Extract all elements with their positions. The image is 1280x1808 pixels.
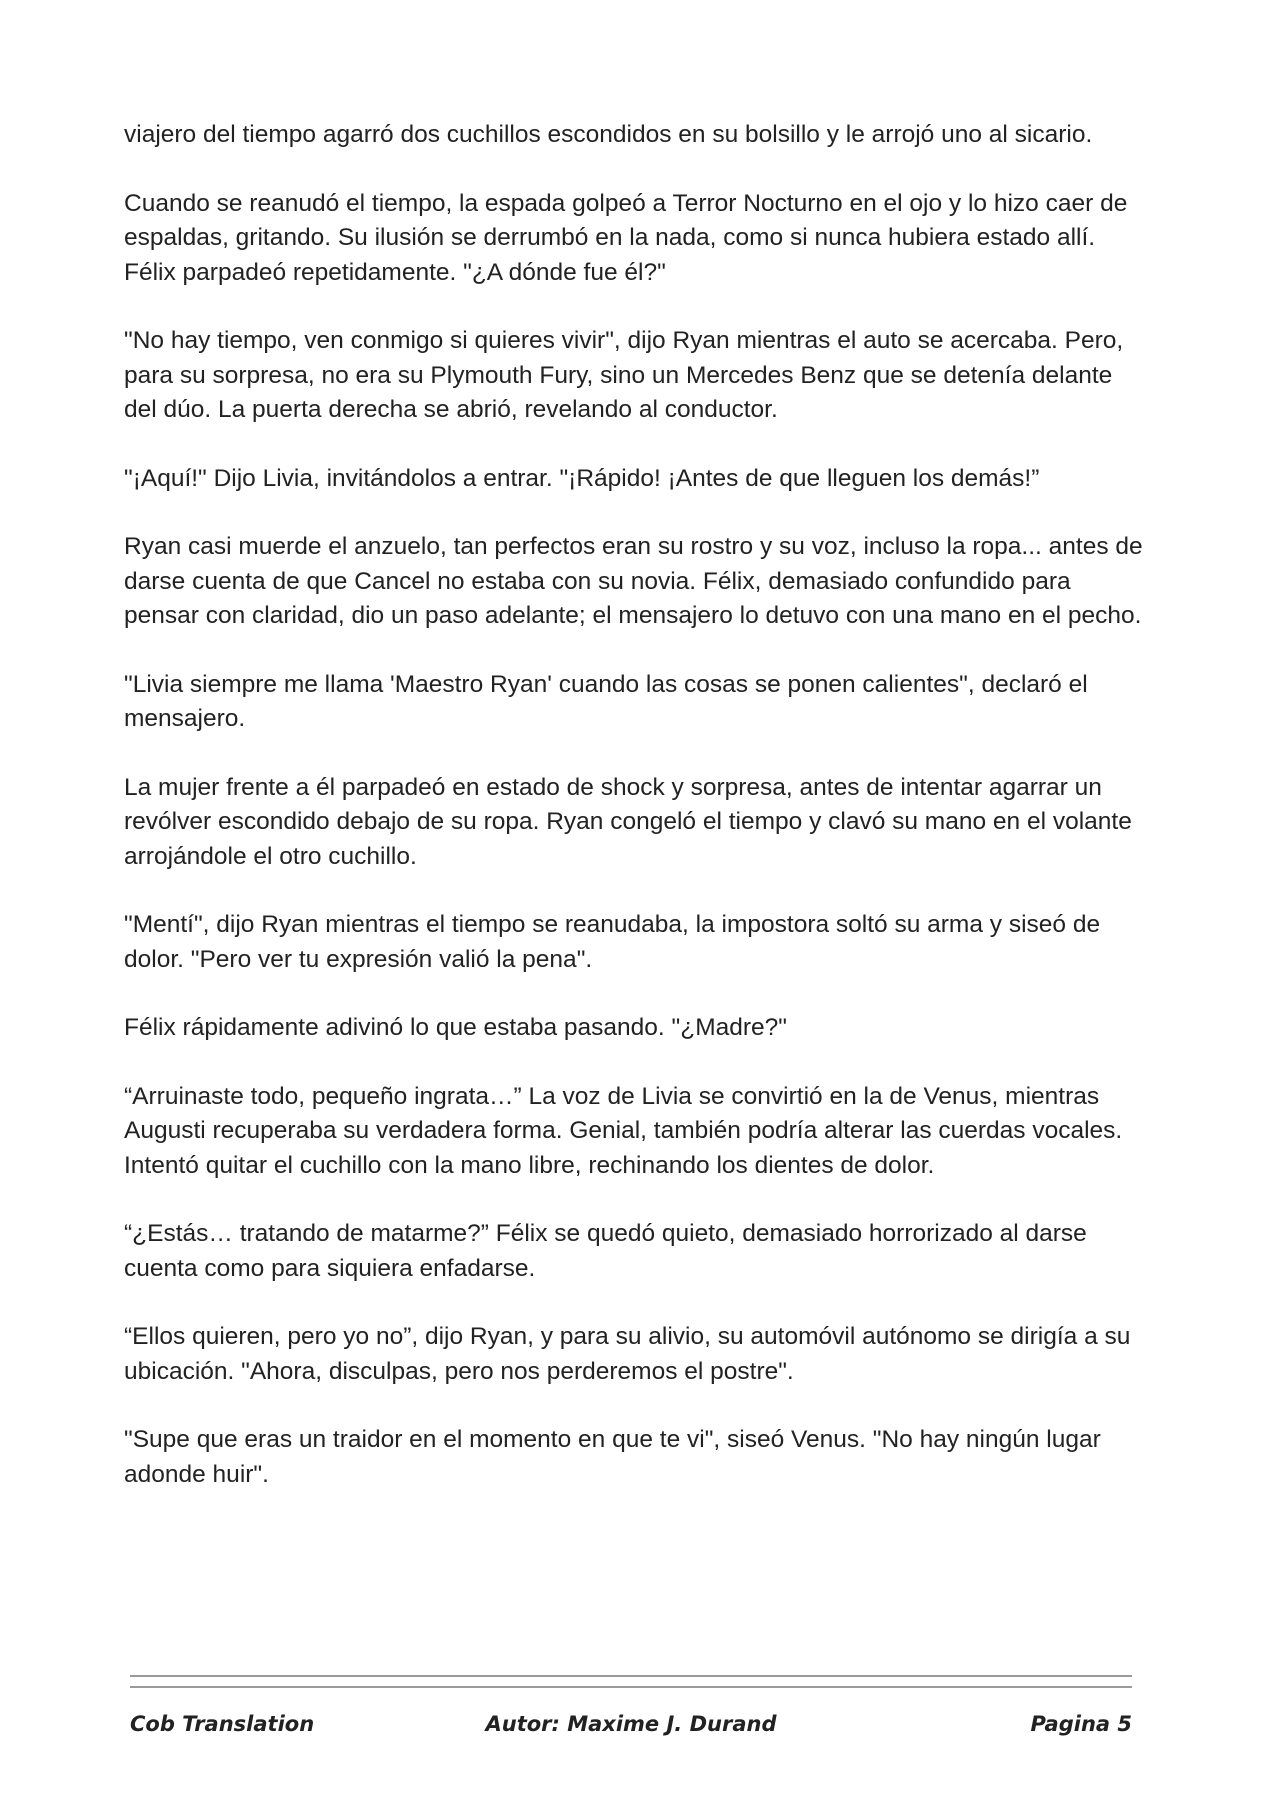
paragraph: Félix rápidamente adivinó lo que estaba pasando. "¿Madre?" [124,1014,787,1041]
footer-divider [130,1686,1132,1688]
paragraph: "Livia siempre me llama 'Maestro Ryan' cuando las cosas se ponen calientes", declaró el mensajero. [124,670,1088,732]
page-footer [130,1712,1132,1742]
paragraph: “¿Estás… tratando de matarme?” Félix se quedó quieto, demasiado horrorizado al darse cuenta como para siquiera enfadarse. [124,1220,1087,1282]
footer-author: Autor: Maxime J. Durand [485,1712,777,1736]
paragraph: Cuando se reanudó el tiempo, la espada golpeó a Terror Nocturno en el ojo y lo hizo caer de espaldas, gritando. Su ilusión se derrumbó en la nada, como si nunca hubiera estado allí. Félix parpadeó repetidamente. "¿A dónde fue él?" [124,189,1128,286]
paragraph: “Ellos quieren, pero yo no”, dijo Ryan, y para su alivio, su automóvil autónomo se dirigía a su ubicación. "Ahora, disculpas, pero nos perderemos el postre". [124,1323,1131,1385]
paragraph: "¡Aquí!" Dijo Livia, invitándolos a entrar. "¡Rápido! ¡Antes de que lleguen los demás!” [124,464,1040,492]
footer-translator: Cob Translation [130,1712,315,1736]
footer-divider [130,1675,1132,1677]
paragraph: "Mentí", dijo Ryan mientras el tiempo se reanudaba, la impostora soltó su arma y siseó de dolor. "Pero ver tu expresión valió la pena". [124,911,1101,973]
paragraph: Ryan casi muerde el anzuelo, tan perfectos eran su rostro y su voz, incluso la ropa... antes de darse cuenta de que Cancel no estaba con su novia. Félix, demasiado confundido para pensar con claridad, dio un paso adelante; el mensajero lo detuvo con una mano en el pecho. [124,533,1143,629]
paragraph: "Supe que eras un traidor en el momento en que te vi", siseó Venus. "No hay ningún lugar adonde huir". [124,1426,1101,1488]
page-body [124,118,1144,1526]
paragraph: La mujer frente a él parpadeó en estado de shock y sorpresa, antes de intentar agarrar un revólver escondido debajo de su ropa. Ryan congeló el tiempo y clavó su mano en el volante arrojándole el otro cuchillo. [124,773,1132,870]
footer-page-number: Pagina 5 [1030,1712,1132,1736]
paragraph: viajero del tiempo agarró dos cuchillos escondidos en su bolsillo y le arrojó uno al sicario. [124,121,1093,148]
paragraph: “Arruinaste todo, pequeño ingrata…” La voz de Livia se convirtió en la de Venus, mientras Augusti recuperaba su verdadera forma. Genial, también podría alterar las cuerdas vocales. Intentó quitar el cuchillo con la mano libre, rechinando los dientes de dolor. [124,1082,1123,1179]
paragraph: "No hay tiempo, ven conmigo si quieres vivir", dijo Ryan mientras el auto se acercaba. Pero, para su sorpresa, no era su Plymouth Fury, sino un Mercedes Benz que se detenía delante del dúo. La puerta derecha se abrió, revelando al conductor. [124,327,1124,423]
